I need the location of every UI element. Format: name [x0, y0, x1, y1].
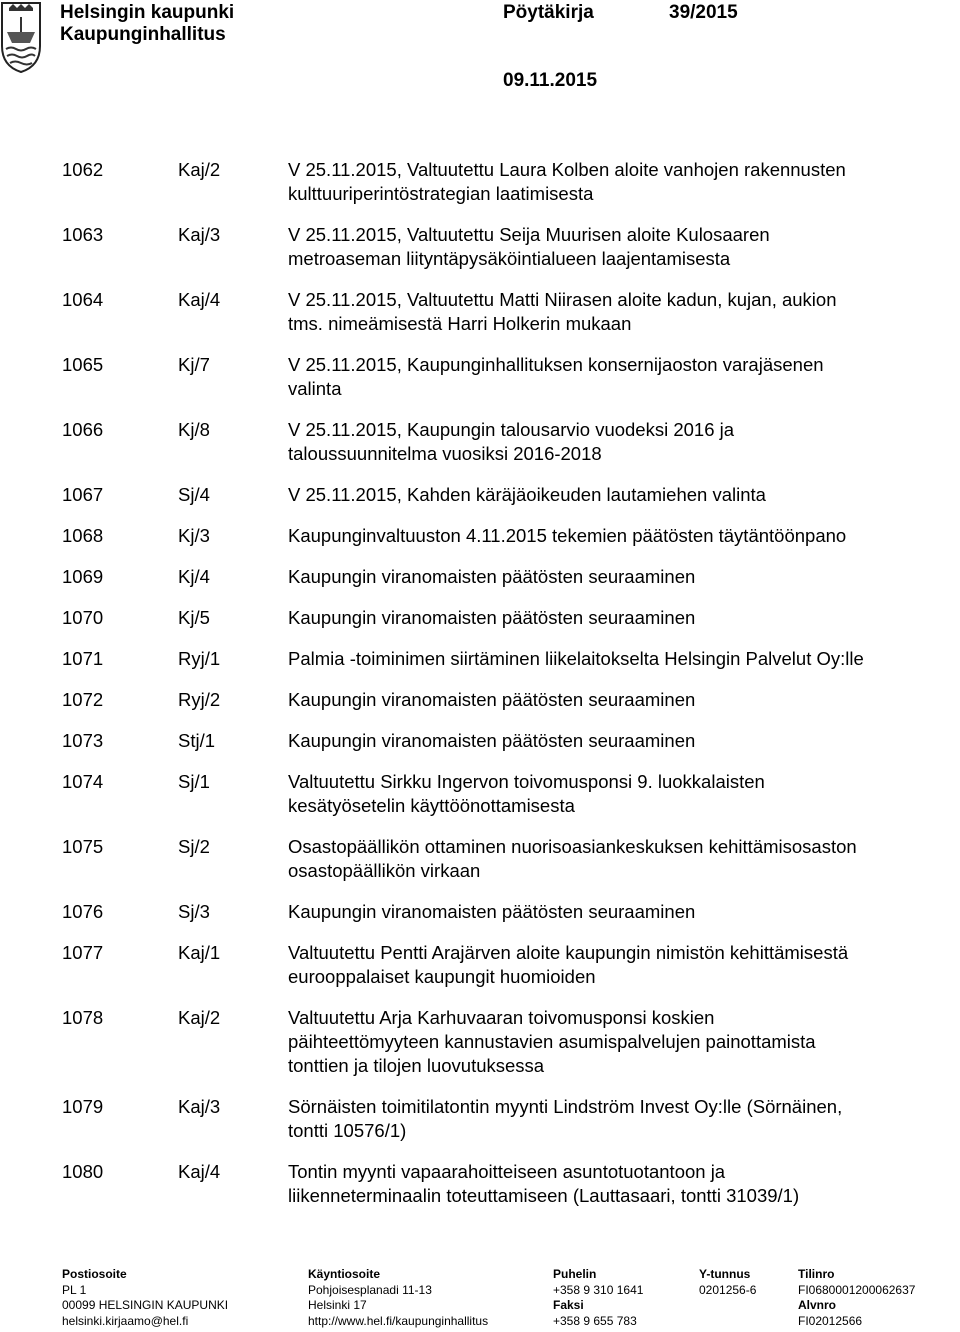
agenda-item-title	[288, 158, 922, 206]
agenda-item-title-line: Palmia -toiminimen siirtäminen liikelaitokselta Helsingin Palvelut Oy:lle	[288, 648, 864, 669]
footer-fax-label: Faksi	[553, 1298, 584, 1312]
agenda-item-code: Kj/4	[178, 566, 210, 587]
agenda-item-number: 1071	[62, 648, 104, 669]
body-name: Kaupunginhallitus	[60, 24, 226, 45]
agenda-item-code: Kj/5	[178, 607, 210, 628]
agenda-item	[62, 647, 922, 671]
doc-type: Pöytäkirja	[503, 2, 594, 23]
footer-visit-line: Pohjoisesplanadi 11-13	[308, 1282, 432, 1297]
agenda-item-title-line: liikenneterminaalin toteuttamiseen (Lauttasaari, tontti 31039/1)	[288, 1185, 800, 1206]
agenda-item-title-line: Tontin myynti vapaarahoitteiseen asuntotuotantoon ja	[288, 1161, 726, 1182]
agenda-item-title-line: osastopäällikön virkaan	[288, 860, 481, 881]
agenda-item-title	[288, 1160, 922, 1208]
agenda-item	[62, 688, 922, 712]
agenda-item-number: 1062	[62, 159, 104, 180]
footer-fax-number: +358 9 655 783	[553, 1313, 637, 1328]
agenda-item-code: Ryj/2	[178, 689, 221, 710]
agenda-item-title	[288, 770, 922, 818]
agenda-item-number: 1065	[62, 354, 104, 375]
agenda-item-title-line: tonttien ja tilojen luovutuksessa	[288, 1055, 545, 1076]
agenda-item-title	[288, 353, 922, 401]
agenda-item	[62, 418, 922, 466]
agenda-item-title-line: kesätyösetelin käyttöönottamisesta	[288, 795, 575, 816]
agenda-item-code: Sj/1	[178, 771, 210, 792]
agenda-item-number: 1066	[62, 419, 104, 440]
agenda-item-title-line: Valtuutettu Arja Karhuvaaran toivomusponsi koskien	[288, 1007, 715, 1028]
agenda-item-code: Kaj/2	[178, 1007, 221, 1028]
agenda-item-title	[288, 288, 922, 336]
agenda-item-number: 1074	[62, 771, 104, 792]
agenda-item	[62, 1006, 922, 1078]
agenda-item-title-line: Kaupungin viranomaisten päätösten seuraaminen	[288, 730, 696, 751]
agenda-item-title-line: Valtuutettu Pentti Arajärven aloite kaupungin nimistön kehittämisestä	[288, 942, 849, 963]
agenda-item	[62, 729, 922, 753]
agenda-item-title	[288, 688, 922, 712]
agenda-item-title-line: tms. nimeämisestä Harri Holkerin mukaan	[288, 313, 632, 334]
agenda-item	[62, 606, 922, 630]
agenda-item-number: 1072	[62, 689, 104, 710]
agenda-item	[62, 223, 922, 271]
footer	[62, 1267, 942, 1331]
agenda-item	[62, 483, 922, 507]
org-name: Helsingin kaupunki	[60, 2, 235, 23]
footer-phone	[553, 1267, 643, 1329]
agenda-item-number: 1077	[62, 942, 104, 963]
footer-postal-line: 00099 HELSINGIN KAUPUNKI	[62, 1298, 229, 1312]
agenda-item-number: 1079	[62, 1096, 104, 1117]
agenda-item-code: Sj/2	[178, 836, 210, 857]
footer-postal-label: Postiosoite	[62, 1267, 127, 1281]
agenda-item-title-line: taloussuunnitelma vuosiksi 2016-2018	[288, 443, 602, 464]
agenda-item-code: Kaj/2	[178, 159, 221, 180]
agenda-item-number: 1073	[62, 730, 104, 751]
agenda-item-code: Stj/1	[178, 730, 216, 751]
footer-business-id-label: Y-tunnus	[699, 1267, 751, 1281]
agenda-item-title	[288, 483, 922, 507]
agenda-item-title-line: V 25.11.2015, Valtuutettu Seija Muurisen aloite Kulosaaren	[288, 224, 770, 245]
agenda-item-number: 1067	[62, 484, 104, 505]
footer-postal-line: PL 1	[62, 1282, 87, 1297]
agenda-item-title	[288, 647, 922, 671]
agenda-item-title-line: Kaupungin viranomaisten päätösten seuraaminen	[288, 607, 696, 628]
agenda-item-number: 1063	[62, 224, 104, 245]
agenda-item-title-line: V 25.11.2015, Kaupunginhallituksen konsernijaoston varajäsenen	[288, 354, 824, 375]
agenda-item-title-line: V 25.11.2015, Kaupungin talousarvio vuodeksi 2016 ja	[288, 419, 735, 440]
agenda-item-title	[288, 1006, 922, 1078]
agenda-item-number: 1064	[62, 289, 104, 310]
footer-visit-line: Helsinki 17	[308, 1298, 367, 1312]
footer-account-value: FI0680001200062637	[798, 1282, 916, 1297]
agenda-item-title-line: tontti 10576/1)	[288, 1120, 407, 1141]
footer-account	[798, 1267, 915, 1329]
agenda-item-title-line: valinta	[288, 378, 342, 399]
agenda-item-title	[288, 900, 922, 924]
agenda-item-code: Ryj/1	[178, 648, 221, 669]
agenda-item-code: Sj/3	[178, 901, 210, 922]
agenda-item-title	[288, 941, 922, 989]
agenda-item-number: 1080	[62, 1161, 104, 1182]
agenda-item-title	[288, 1095, 922, 1143]
agenda-item-number: 1068	[62, 525, 104, 546]
agenda-item	[62, 158, 922, 206]
agenda-item-code: Kaj/1	[178, 942, 221, 963]
agenda-item-title	[288, 729, 922, 753]
agenda-item-title-line: metroaseman liityntäpysäköintialueen laajentamisesta	[288, 248, 731, 269]
agenda-item	[62, 524, 922, 548]
agenda-item-code: Kj/7	[178, 354, 210, 375]
footer-business-id	[699, 1267, 756, 1298]
agenda-item	[62, 565, 922, 589]
agenda-list	[62, 158, 922, 1208]
agenda-item-title-line: eurooppalaiset kaupungit huomioiden	[288, 966, 596, 987]
agenda-item-title	[288, 606, 922, 630]
agenda-item	[62, 1160, 922, 1208]
agenda-item-title	[288, 524, 922, 548]
agenda-item-number: 1075	[62, 836, 104, 857]
agenda-item	[62, 353, 922, 401]
agenda-item	[62, 288, 922, 336]
agenda-item	[62, 835, 922, 883]
agenda-item-code: Kj/3	[178, 525, 210, 546]
agenda-item-title	[288, 223, 922, 271]
agenda-item-number: 1069	[62, 566, 104, 587]
agenda-item-code: Kaj/3	[178, 1096, 221, 1117]
agenda-item	[62, 1095, 922, 1143]
agenda-item-title-line: päihteettömyyteen kannustavien asumispalvelujen painottamista	[288, 1031, 816, 1052]
agenda-item-title-line: Kaupungin viranomaisten päätösten seuraaminen	[288, 689, 696, 710]
agenda-item-title-line: Valtuutettu Sirkku Ingervon toivomusponsi 9. luokkalaisten	[288, 771, 765, 792]
agenda-item-title-line: Kaupungin viranomaisten päätösten seuraaminen	[288, 901, 696, 922]
agenda-item-title-line: V 25.11.2015, Valtuutettu Matti Niirasen aloite kadun, kujan, aukion	[288, 289, 837, 310]
agenda-item-code: Kaj/3	[178, 224, 221, 245]
agenda-item-code: Kj/8	[178, 419, 210, 440]
helsinki-crest-logo	[0, 0, 42, 74]
agenda-item-code: Sj/4	[178, 484, 210, 505]
footer-vat-value: FI02012566	[798, 1313, 863, 1328]
agenda-item-title-line: V 25.11.2015, Kahden käräjäoikeuden lautamiehen valinta	[288, 484, 766, 505]
agenda-item-number: 1076	[62, 901, 104, 922]
agenda-item-title	[288, 418, 922, 466]
doc-date: 09.11.2015	[503, 70, 598, 91]
agenda-item-number: 1070	[62, 607, 104, 628]
footer-website-link[interactable]: http://www.hel.fi/kaupunginhallitus	[308, 1313, 489, 1328]
agenda-item-title-line: Osastopäällikön ottaminen nuorisoasiankeskuksen kehittämisosaston	[288, 836, 857, 857]
agenda-item-title	[288, 835, 922, 883]
agenda-item	[62, 770, 922, 818]
footer-business-id-value: 0201256-6	[699, 1282, 757, 1297]
agenda-item-title-line: Kaupunginvaltuuston 4.11.2015 tekemien päätösten täytäntöönpano	[288, 525, 847, 546]
agenda-item-title-line: kulttuuriperintöstrategian laatimisesta	[288, 183, 594, 204]
footer-visit	[308, 1267, 488, 1329]
agenda-item	[62, 900, 922, 924]
agenda-item-title-line: V 25.11.2015, Valtuutettu Laura Kolben aloite vanhojen rakennusten	[288, 159, 846, 180]
footer-email-link[interactable]: helsinki.kirjaamo@hel.fi	[62, 1313, 189, 1328]
footer-account-label: Tilinro	[798, 1267, 835, 1281]
footer-vat-label: Alvnro	[798, 1298, 837, 1312]
agenda-item-number: 1078	[62, 1007, 104, 1028]
agenda-item-title-line: Sörnäisten toimitilatontin myynti Lindström Invest Oy:lle (Sörnäinen,	[288, 1096, 843, 1117]
doc-number: 39/2015	[669, 2, 738, 23]
footer-phone-number: +358 9 310 1641	[553, 1282, 644, 1297]
agenda-item-title	[288, 565, 922, 589]
agenda-item-code: Kaj/4	[178, 1161, 221, 1182]
agenda-item-title-line: Kaupungin viranomaisten päätösten seuraaminen	[288, 566, 696, 587]
agenda-item-code: Kaj/4	[178, 289, 221, 310]
footer-phone-label: Puhelin	[553, 1267, 597, 1281]
footer-postal	[62, 1267, 228, 1329]
footer-visit-label: Käyntiosoite	[308, 1267, 381, 1281]
agenda-item	[62, 941, 922, 989]
